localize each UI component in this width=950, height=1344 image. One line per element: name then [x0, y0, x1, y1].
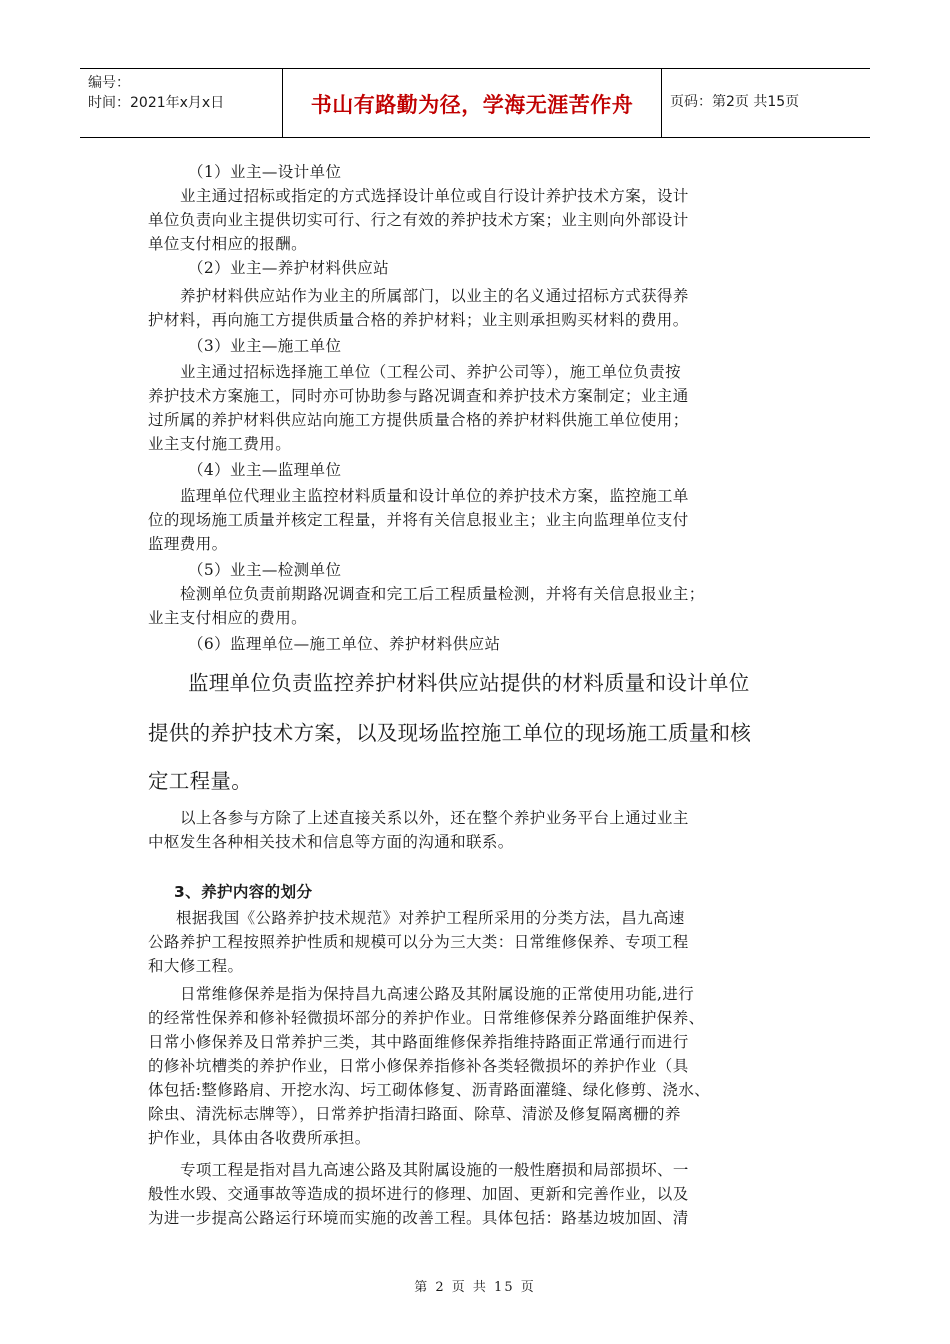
page-number-label: 页码：第2页 共15页 — [670, 94, 800, 110]
paragraph-line: 养护材料供应站作为业主的所属部门，以业主的名义通过招标方式获得养 — [180, 287, 689, 305]
paragraph-line: 业主支付施工费用。 — [148, 435, 292, 453]
paragraph-line: （3）业主—施工单位 — [188, 337, 342, 355]
page-footer: 第 2 页 共 15 页 — [414, 1280, 536, 1295]
date-label: 时间：2021年x月x日 — [88, 95, 225, 111]
paragraph-line: 日常维修保养是指为保持昌九高速公路及其附属设施的正常使用功能,进行 — [180, 985, 695, 1003]
paragraph-line: 业主通过招标或指定的方式选择设计单位或自行设计养护技术方案，设计 — [180, 187, 689, 205]
paragraph-line: （6）监理单位—施工单位、养护材料供应站 — [188, 635, 501, 653]
section-heading: 3、养护内容的划分 — [174, 883, 313, 901]
paragraph-line: 中枢发生各种相关技术和信息等方面的沟通和联系。 — [148, 833, 514, 851]
paragraph-line: 专项工程是指对昌九高速公路及其附属设施的一般性磨损和局部损坏、一 — [180, 1161, 689, 1179]
paragraph-line-large: 监理单位负责监控养护材料供应站提供的材料质量和设计单位 — [188, 671, 750, 695]
paragraph-line: 业主支付相应的费用。 — [148, 609, 308, 627]
paragraph-line: 根据我国《公路养护技术规范》对养护工程所采用的分类方法，昌九高速 — [176, 909, 685, 927]
paragraph-line: 的修补坑槽类的养护作业，日常小修保养指修补各类轻微损坏的养护作业（具 — [148, 1057, 689, 1075]
paragraph-line: （1）业主—设计单位 — [188, 163, 342, 181]
paragraph-line: 公路养护工程按照养护性质和规模可以分为三大类：日常维修保养、专项工程 — [148, 933, 689, 951]
paragraph-line: 为进一步提高公路运行环境而实施的改善工程。具体包括：路基边坡加固、清 — [148, 1209, 689, 1227]
paragraph-line: 养护技术方案施工，同时亦可协助参与路况调查和养护技术方案制定；业主通 — [148, 387, 689, 405]
paragraph-line: 除虫、清洗标志牌等），日常养护指清扫路面、除草、清淤及修复隔离栅的养 — [148, 1105, 681, 1123]
paragraph-line: 位的现场施工质量并核定工程量，并将有关信息报业主；业主向监理单位支付 — [148, 511, 689, 529]
paragraph-line: 检测单位负责前期路况调查和完工后工程质量检测，并将有关信息报业主； — [180, 585, 705, 603]
paragraph-line: 业主通过招标选择施工单位（工程公司、养护公司等），施工单位负责按 — [180, 363, 682, 381]
paragraph-line: （2）业主—养护材料供应站 — [188, 259, 390, 277]
motto: 书山有路勤为径，学海无涯苦作舟 — [310, 93, 634, 117]
paragraph-line: 般性水毁、交通事故等造成的损坏进行的修理、加固、更新和完善作业，以及 — [148, 1185, 689, 1203]
paragraph-line: （5）业主—检测单位 — [188, 561, 342, 579]
paragraph-line: 监理单位代理业主监控材料质量和设计单位的养护技术方案，监控施工单 — [180, 487, 689, 505]
paragraph-line: 的经常性保养和修补轻微损坏部分的养护作业。日常维修保养分路面维护保养、 — [148, 1009, 705, 1027]
paragraph-line: 单位负责向业主提供切实可行、行之有效的养护技术方案；业主则向外部设计 — [148, 211, 689, 229]
paragraph-line: 日常小修保养及日常养护三类，其中路面维修保养指维持路面正常通行而进行 — [148, 1033, 689, 1051]
paragraph-line: 护作业，具体由各收费所承担。 — [148, 1129, 371, 1147]
paragraph-line: 单位支付相应的报酬。 — [148, 235, 308, 253]
paragraph-line: 过所属的养护材料供应站向施工方提供质量合格的养护材料供施工单位使用； — [148, 411, 689, 429]
paragraph-line: 和大修工程。 — [148, 957, 244, 975]
paragraph-line: 护材料，再向施工方提供质量合格的养护材料；业主则承担购买材料的费用。 — [148, 311, 689, 329]
paragraph-line: 体包括:整修路肩、开挖水沟、圬工砌体修复、沥青路面灌缝、绿化修剪、浇水、 — [148, 1081, 711, 1099]
number-label: 编号： — [88, 75, 130, 91]
paragraph-line-large: 提供的养护技术方案，以及现场监控施工单位的现场施工质量和核 — [148, 721, 752, 745]
paragraph-line: 监理费用。 — [148, 535, 228, 553]
paragraph-line: （4）业主—监理单位 — [188, 461, 342, 479]
paragraph-line: 以上各参与方除了上述直接关系以外，还在整个养护业务平台上通过业主 — [180, 809, 689, 827]
paragraph-line-large: 定工程量。 — [148, 769, 252, 793]
